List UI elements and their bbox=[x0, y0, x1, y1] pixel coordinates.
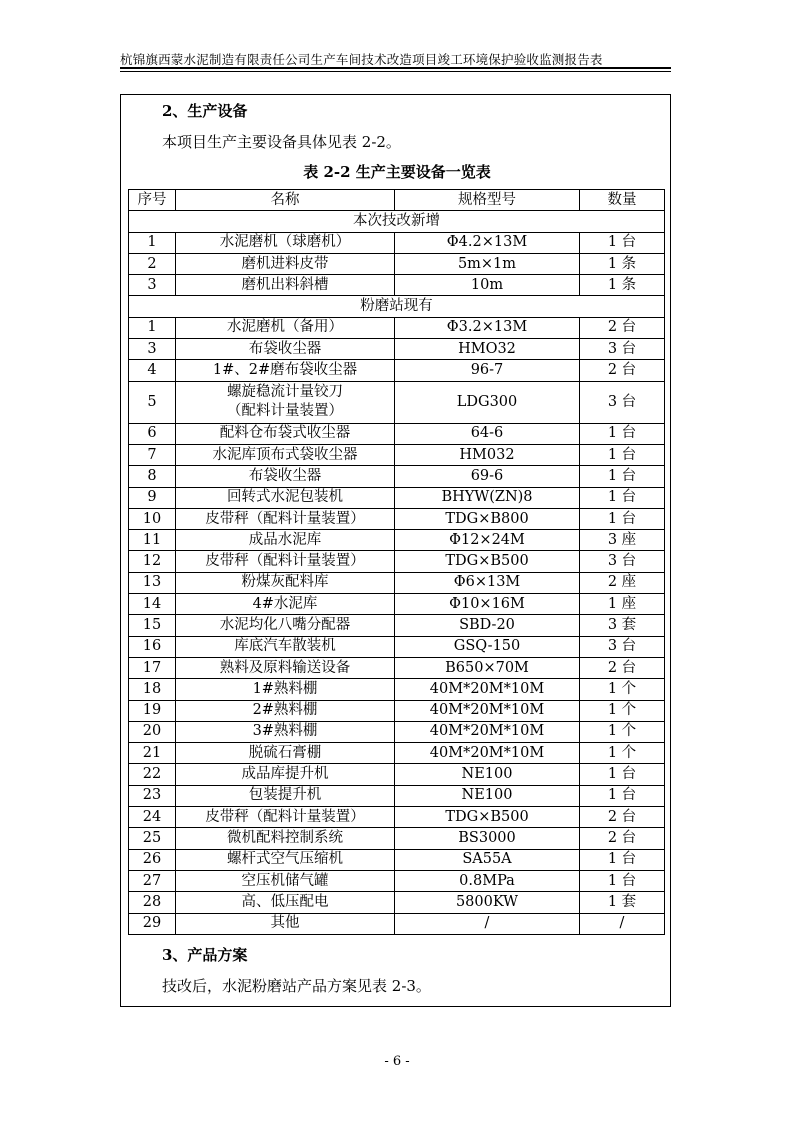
cell-no: 2 bbox=[129, 253, 176, 274]
cell-qty: 1 台 bbox=[580, 764, 665, 785]
cell-name: 粉煤灰配料库 bbox=[176, 572, 395, 593]
cell-qty: 1 台 bbox=[580, 849, 665, 870]
cell-no: 15 bbox=[129, 615, 176, 636]
table-row bbox=[129, 615, 665, 636]
table-row bbox=[129, 572, 665, 593]
cell-spec: Φ12×24M bbox=[395, 530, 580, 551]
table-row bbox=[129, 700, 665, 721]
cell-spec: B650×70M bbox=[395, 657, 580, 678]
cell-qty: 2 台 bbox=[580, 360, 665, 381]
table-row bbox=[129, 339, 665, 360]
cell-name: 1#、2#磨布袋收尘器 bbox=[176, 360, 395, 381]
cell-no: 25 bbox=[129, 828, 176, 849]
table-row bbox=[129, 679, 665, 700]
cell-no: 23 bbox=[129, 785, 176, 806]
column-header-no: 序号 bbox=[129, 190, 176, 211]
table-row bbox=[129, 828, 665, 849]
cell-name: 磨机进料皮带 bbox=[176, 253, 395, 274]
page-number: - 6 - bbox=[384, 1054, 410, 1069]
table-row bbox=[129, 275, 665, 296]
cell-name: 4#水泥库 bbox=[176, 594, 395, 615]
table-row bbox=[129, 423, 665, 444]
cell-qty: 1 台 bbox=[580, 444, 665, 465]
cell-name: 熟料及原料输送设备 bbox=[176, 657, 395, 678]
table-row bbox=[129, 764, 665, 785]
cell-qty: 3 座 bbox=[580, 530, 665, 551]
cell-no: 1 bbox=[129, 317, 176, 338]
cell-qty: 1 台 bbox=[580, 508, 665, 529]
cell-name: 螺杆式空气压缩机 bbox=[176, 849, 395, 870]
cell-spec: NE100 bbox=[395, 764, 580, 785]
cell-no: 16 bbox=[129, 636, 176, 657]
table-row bbox=[129, 636, 665, 657]
cell-qty: 3 套 bbox=[580, 615, 665, 636]
cell-spec: BS3000 bbox=[395, 828, 580, 849]
table-row bbox=[129, 551, 665, 572]
cell-name: 皮带秤（配料计量装置） bbox=[176, 551, 395, 572]
cell-name: 高、低压配电 bbox=[176, 892, 395, 913]
cell-name: 包装提升机 bbox=[176, 785, 395, 806]
cell-spec: 96-7 bbox=[395, 360, 580, 381]
group-label-new: 本次技改新增 bbox=[129, 211, 665, 232]
cell-spec: Φ6×13M bbox=[395, 572, 580, 593]
cell-name: 脱硫石膏棚 bbox=[176, 743, 395, 764]
cell-spec: 40M*20M*10M bbox=[395, 721, 580, 742]
cell-name: 库底汽车散装机 bbox=[176, 636, 395, 657]
cell-name: 回转式水泥包装机 bbox=[176, 487, 395, 508]
cell-no: 21 bbox=[129, 743, 176, 764]
cell-name: 微机配料控制系统 bbox=[176, 828, 395, 849]
cell-spec: NE100 bbox=[395, 785, 580, 806]
table-row bbox=[129, 317, 665, 338]
section-title-products: 3、产品方案 bbox=[162, 946, 248, 964]
cell-name: 皮带秤（配料计量装置） bbox=[176, 508, 395, 529]
cell-no: 28 bbox=[129, 892, 176, 913]
cell-spec: GSQ-150 bbox=[395, 636, 580, 657]
cell-spec: TDG×B800 bbox=[395, 508, 580, 529]
cell-name: 水泥均化八嘴分配器 bbox=[176, 615, 395, 636]
cell-no: 12 bbox=[129, 551, 176, 572]
header-rule-thick bbox=[120, 67, 671, 69]
cell-no: 10 bbox=[129, 508, 176, 529]
cell-name: 磨机出料斜槽 bbox=[176, 275, 395, 296]
cell-no: 13 bbox=[129, 572, 176, 593]
cell-spec: 64-6 bbox=[395, 423, 580, 444]
cell-qty: 1 条 bbox=[580, 275, 665, 296]
table-row bbox=[129, 487, 665, 508]
cell-spec: HM032 bbox=[395, 444, 580, 465]
table-row bbox=[129, 530, 665, 551]
cell-name: 成品水泥库 bbox=[176, 530, 395, 551]
cell-spec: TDG×B500 bbox=[395, 551, 580, 572]
cell-qty: 1 个 bbox=[580, 721, 665, 742]
cell-name: 成品库提升机 bbox=[176, 764, 395, 785]
cell-name: 水泥磨机（备用） bbox=[176, 317, 395, 338]
cell-qty: 3 台 bbox=[580, 381, 665, 423]
running-header: 杭锦旗西蒙水泥制造有限责任公司生产车间技术改造项目竣工环境保护验收监测报告表 bbox=[120, 52, 603, 67]
table-row bbox=[129, 721, 665, 742]
cell-qty: 1 套 bbox=[580, 892, 665, 913]
cell-no: 24 bbox=[129, 807, 176, 828]
cell-qty: 2 台 bbox=[580, 317, 665, 338]
cell-spec: SBD-20 bbox=[395, 615, 580, 636]
cell-spec: 40M*20M*10M bbox=[395, 700, 580, 721]
table-row bbox=[129, 785, 665, 806]
table-row bbox=[129, 232, 665, 253]
table-row bbox=[129, 360, 665, 381]
column-header-spec: 规格型号 bbox=[395, 190, 580, 211]
cell-name: 1#熟料棚 bbox=[176, 679, 395, 700]
table-row bbox=[129, 743, 665, 764]
table-row bbox=[129, 594, 665, 615]
section-intro-products: 技改后，水泥粉磨站产品方案见表 2-3。 bbox=[162, 977, 431, 995]
cell-qty: 1 条 bbox=[580, 253, 665, 274]
cell-name: 2#熟料棚 bbox=[176, 700, 395, 721]
cell-spec: 69-6 bbox=[395, 466, 580, 487]
table-row bbox=[129, 508, 665, 529]
cell-spec: HMO32 bbox=[395, 339, 580, 360]
cell-qty: 1 座 bbox=[580, 594, 665, 615]
cell-spec: Φ4.2×13M bbox=[395, 232, 580, 253]
cell-qty: / bbox=[580, 913, 665, 934]
cell-spec: Φ10×16M bbox=[395, 594, 580, 615]
cell-qty: 1 台 bbox=[580, 423, 665, 444]
table-row bbox=[129, 913, 665, 934]
cell-name: 水泥库顶布式袋收尘器 bbox=[176, 444, 395, 465]
cell-qty: 1 台 bbox=[580, 232, 665, 253]
cell-no: 3 bbox=[129, 275, 176, 296]
cell-qty: 2 台 bbox=[580, 657, 665, 678]
table-row bbox=[129, 466, 665, 487]
table-caption: 表 2-2 生产主要设备一览表 bbox=[303, 163, 491, 181]
cell-name: 其他 bbox=[176, 913, 395, 934]
cell-spec: BHYW(ZN)8 bbox=[395, 487, 580, 508]
cell-no: 8 bbox=[129, 466, 176, 487]
equipment-table bbox=[128, 189, 665, 935]
cell-qty: 1 个 bbox=[580, 700, 665, 721]
cell-spec: LDG300 bbox=[395, 381, 580, 423]
table-row bbox=[129, 892, 665, 913]
cell-spec: 10m bbox=[395, 275, 580, 296]
table-header-row bbox=[129, 190, 665, 211]
table-row bbox=[129, 381, 665, 423]
cell-spec: TDG×B500 bbox=[395, 807, 580, 828]
table-row bbox=[129, 657, 665, 678]
column-header-name: 名称 bbox=[176, 190, 395, 211]
cell-no: 18 bbox=[129, 679, 176, 700]
cell-qty: 3 台 bbox=[580, 339, 665, 360]
cell-no: 7 bbox=[129, 444, 176, 465]
cell-qty: 1 台 bbox=[580, 870, 665, 891]
cell-no: 19 bbox=[129, 700, 176, 721]
cell-no: 29 bbox=[129, 913, 176, 934]
cell-qty: 1 台 bbox=[580, 785, 665, 806]
cell-qty: 3 台 bbox=[580, 636, 665, 657]
table-row bbox=[129, 870, 665, 891]
cell-name: 螺旋稳流计量铰刀 （配料计量装置） bbox=[176, 381, 395, 423]
section-intro-equipment: 本项目生产主要设备具体见表 2-2。 bbox=[162, 133, 401, 151]
cell-qty: 1 个 bbox=[580, 743, 665, 764]
cell-spec: SA55A bbox=[395, 849, 580, 870]
cell-qty: 2 台 bbox=[580, 828, 665, 849]
cell-name: 布袋收尘器 bbox=[176, 466, 395, 487]
table-row bbox=[129, 253, 665, 274]
group-row-existing bbox=[129, 296, 665, 317]
cell-no: 20 bbox=[129, 721, 176, 742]
cell-name: 空压机储气罐 bbox=[176, 870, 395, 891]
group-row-new bbox=[129, 211, 665, 232]
header-rule-thin bbox=[120, 71, 671, 72]
cell-no: 9 bbox=[129, 487, 176, 508]
cell-spec: 40M*20M*10M bbox=[395, 743, 580, 764]
table-row bbox=[129, 807, 665, 828]
cell-qty: 3 台 bbox=[580, 551, 665, 572]
cell-name: 水泥磨机（球磨机） bbox=[176, 232, 395, 253]
table-row bbox=[129, 849, 665, 870]
column-header-qty: 数量 bbox=[580, 190, 665, 211]
cell-no: 14 bbox=[129, 594, 176, 615]
cell-spec: / bbox=[395, 913, 580, 934]
cell-qty: 1 台 bbox=[580, 487, 665, 508]
cell-name: 3#熟料棚 bbox=[176, 721, 395, 742]
cell-no: 27 bbox=[129, 870, 176, 891]
cell-qty: 2 座 bbox=[580, 572, 665, 593]
cell-name: 布袋收尘器 bbox=[176, 339, 395, 360]
cell-qty: 1 个 bbox=[580, 679, 665, 700]
cell-no: 17 bbox=[129, 657, 176, 678]
cell-no: 3 bbox=[129, 339, 176, 360]
cell-spec: 40M*20M*10M bbox=[395, 679, 580, 700]
cell-no: 26 bbox=[129, 849, 176, 870]
table-row bbox=[129, 444, 665, 465]
cell-spec: 0.8MPa bbox=[395, 870, 580, 891]
cell-spec: 5800KW bbox=[395, 892, 580, 913]
cell-name: 配料仓布袋式收尘器 bbox=[176, 423, 395, 444]
cell-spec: Φ3.2×13M bbox=[395, 317, 580, 338]
cell-no: 11 bbox=[129, 530, 176, 551]
cell-no: 1 bbox=[129, 232, 176, 253]
cell-spec: 5m×1m bbox=[395, 253, 580, 274]
cell-qty: 2 台 bbox=[580, 807, 665, 828]
cell-no: 5 bbox=[129, 381, 176, 423]
cell-name: 皮带秤（配料计量装置） bbox=[176, 807, 395, 828]
cell-no: 6 bbox=[129, 423, 176, 444]
section-title-equipment: 2、生产设备 bbox=[162, 102, 248, 120]
group-label-existing: 粉磨站现有 bbox=[129, 296, 665, 317]
cell-qty: 1 台 bbox=[580, 466, 665, 487]
cell-no: 22 bbox=[129, 764, 176, 785]
cell-no: 4 bbox=[129, 360, 176, 381]
